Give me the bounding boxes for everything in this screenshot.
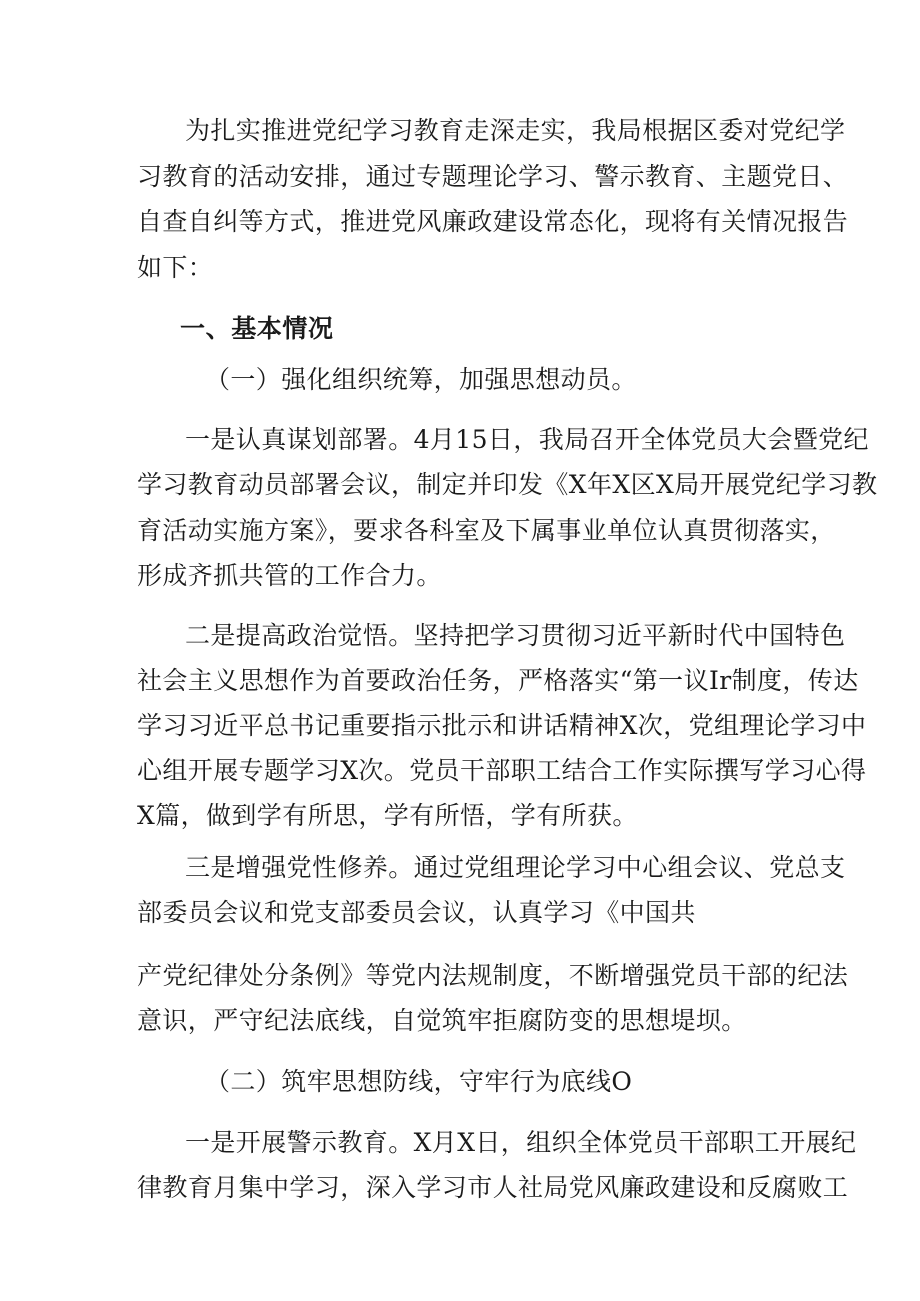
intro-line-1: 为扎实推进党纪学习教育走深走实，我局根据区委对党纪学 (185, 116, 846, 145)
s1-p1-line-2: 学习教育动员部署会议，制定并印发《X年X区X局开展党纪学习教 (137, 470, 878, 499)
intro-line-3: 自查自纠等方式，推进党风廉政建设常态化，现将有关情况报告 (137, 207, 849, 236)
intro-line-2: 习教育的活动安排，通过专题理论学习、警示教育、主题党日、 (137, 162, 849, 191)
s1-p3-line-3: 产党纪律处分条例》等党内法规制度，不断增强党员干部的纪法 (137, 961, 849, 990)
s2-p1-line-1: 一是开展警示教育。X月X日，组织全体党员干部职工开展纪 (185, 1128, 857, 1157)
s1-p3-line-2: 部委员会议和党支部委员会议，认真学习《中国共 (137, 898, 696, 927)
s1-p1-line-3: 育活动实施方案》，要求各科室及下属事业单位认真贯彻落实， (137, 516, 836, 545)
s1-p2-line-3: 学习习近平总书记重要指示批示和讲话精神X次，党组理论学习中 (137, 711, 867, 740)
section-1-heading: 一、基本情况 (180, 314, 334, 343)
s2-p1-line-2: 律教育月集中学习，深入学习市人社局党风廉政建设和反腐败工 (137, 1173, 849, 1202)
intro-line-4: 如下： (137, 253, 214, 282)
s1-p2-line-2: 社会主义思想作为首要政治任务，严格落实“第一议Ir制度，传达 (137, 666, 859, 695)
s1-p2-line-4: 心组开展专题学习X次。党员干部职工结合工作实际撰写学习心得 (137, 756, 867, 785)
s1-p2-line-1: 二是提高政治觉悟。坚持把学习贯彻习近平新时代中国特色 (185, 621, 846, 650)
s1-p3-line-1: 三是增强党性修养。通过党组理论学习中心组会议、党总支 (185, 853, 846, 882)
s1-p1-line-1: 一是认真谋划部署。4月15日，我局召开全体党员大会暨党纪 (185, 425, 869, 454)
s1-p1-line-4: 形成齐抓共管的工作合力。 (137, 561, 442, 590)
subsection-1-heading: （一）强化组织统筹，加强思想动员。 (205, 365, 637, 394)
s1-p3-line-4: 意识，严守纪法底线，自觉筑牢拒腐防变的思想堤坝。 (137, 1006, 747, 1035)
subsection-2-heading: （二）筑牢思想防线，守牢行为底线O (205, 1067, 633, 1096)
s1-p2-line-5: X篇，做到学有所思，学有所悟，学有所获。 (137, 801, 638, 830)
